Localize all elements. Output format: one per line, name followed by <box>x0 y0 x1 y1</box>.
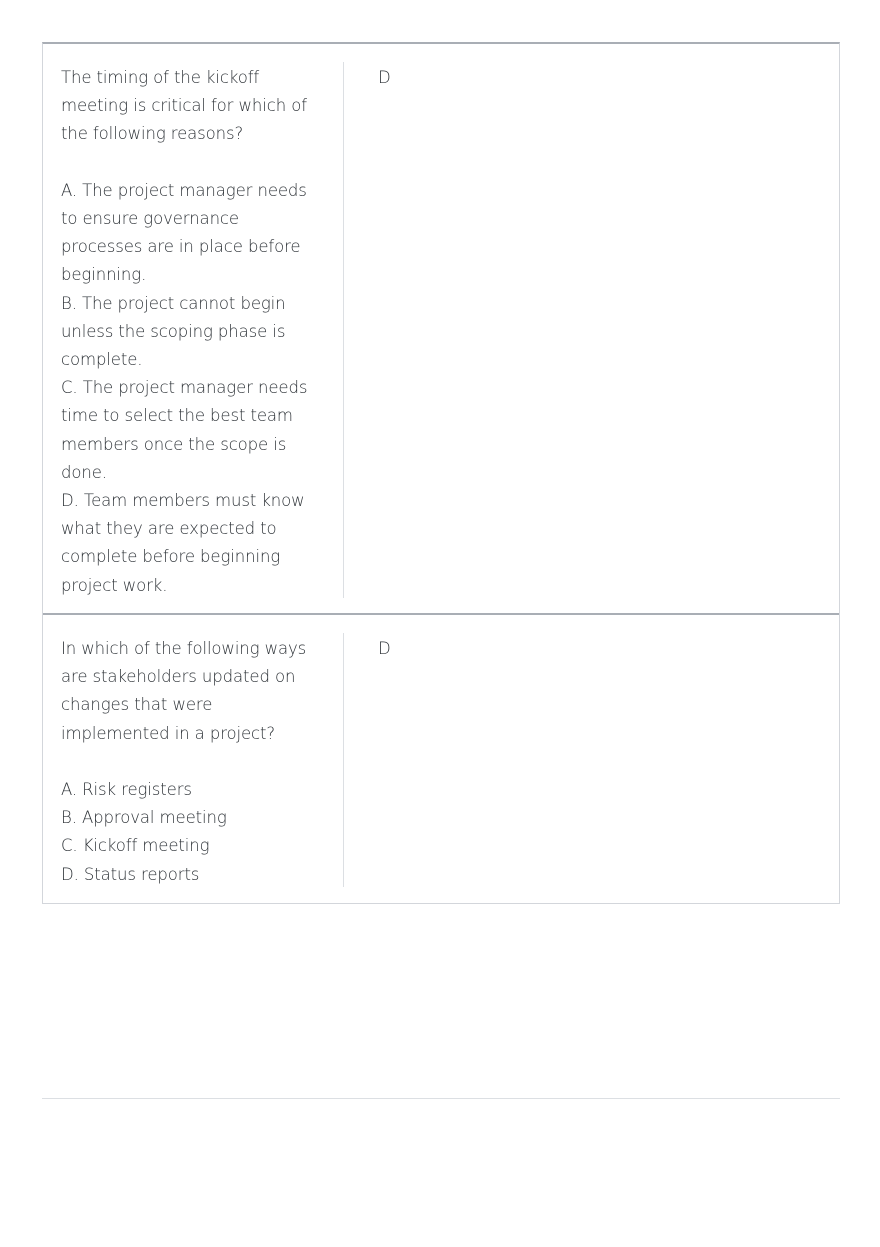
card-answer: D <box>378 68 391 87</box>
answer-option: A. The project manager needs to ensure governance processes are in place before beginning. <box>61 180 307 285</box>
answer-option: C. The project manager needs time to select the best team members once the scope is done. <box>61 378 308 482</box>
column-divider <box>343 62 344 598</box>
answer-option: B. Approval meeting <box>61 808 227 828</box>
card-term <box>61 64 311 600</box>
answer-option: A. Risk registers <box>61 780 192 799</box>
answer-option: B. The project cannot begin unless the scoping phase is complete. <box>61 293 286 370</box>
flashcard-row <box>43 615 839 903</box>
flashcard-row <box>43 44 839 615</box>
column-divider <box>343 633 344 887</box>
footer-divider <box>42 1098 840 1099</box>
question-text: In which of the following ways are stakeholders updated on changes that were implemented in a project? <box>61 639 307 743</box>
question-text: The timing of the kickoff meeting is critical for which of the following reasons? <box>61 68 307 144</box>
card-term <box>61 635 311 889</box>
flashcard-table <box>42 42 840 904</box>
answer-option: C. Kickoff meeting <box>61 836 210 856</box>
answer-option: D. Team members must know what they are expected to complete before beginning project work. <box>61 491 305 595</box>
answer-option: D. Status reports <box>61 864 200 884</box>
card-answer: D <box>378 639 391 658</box>
